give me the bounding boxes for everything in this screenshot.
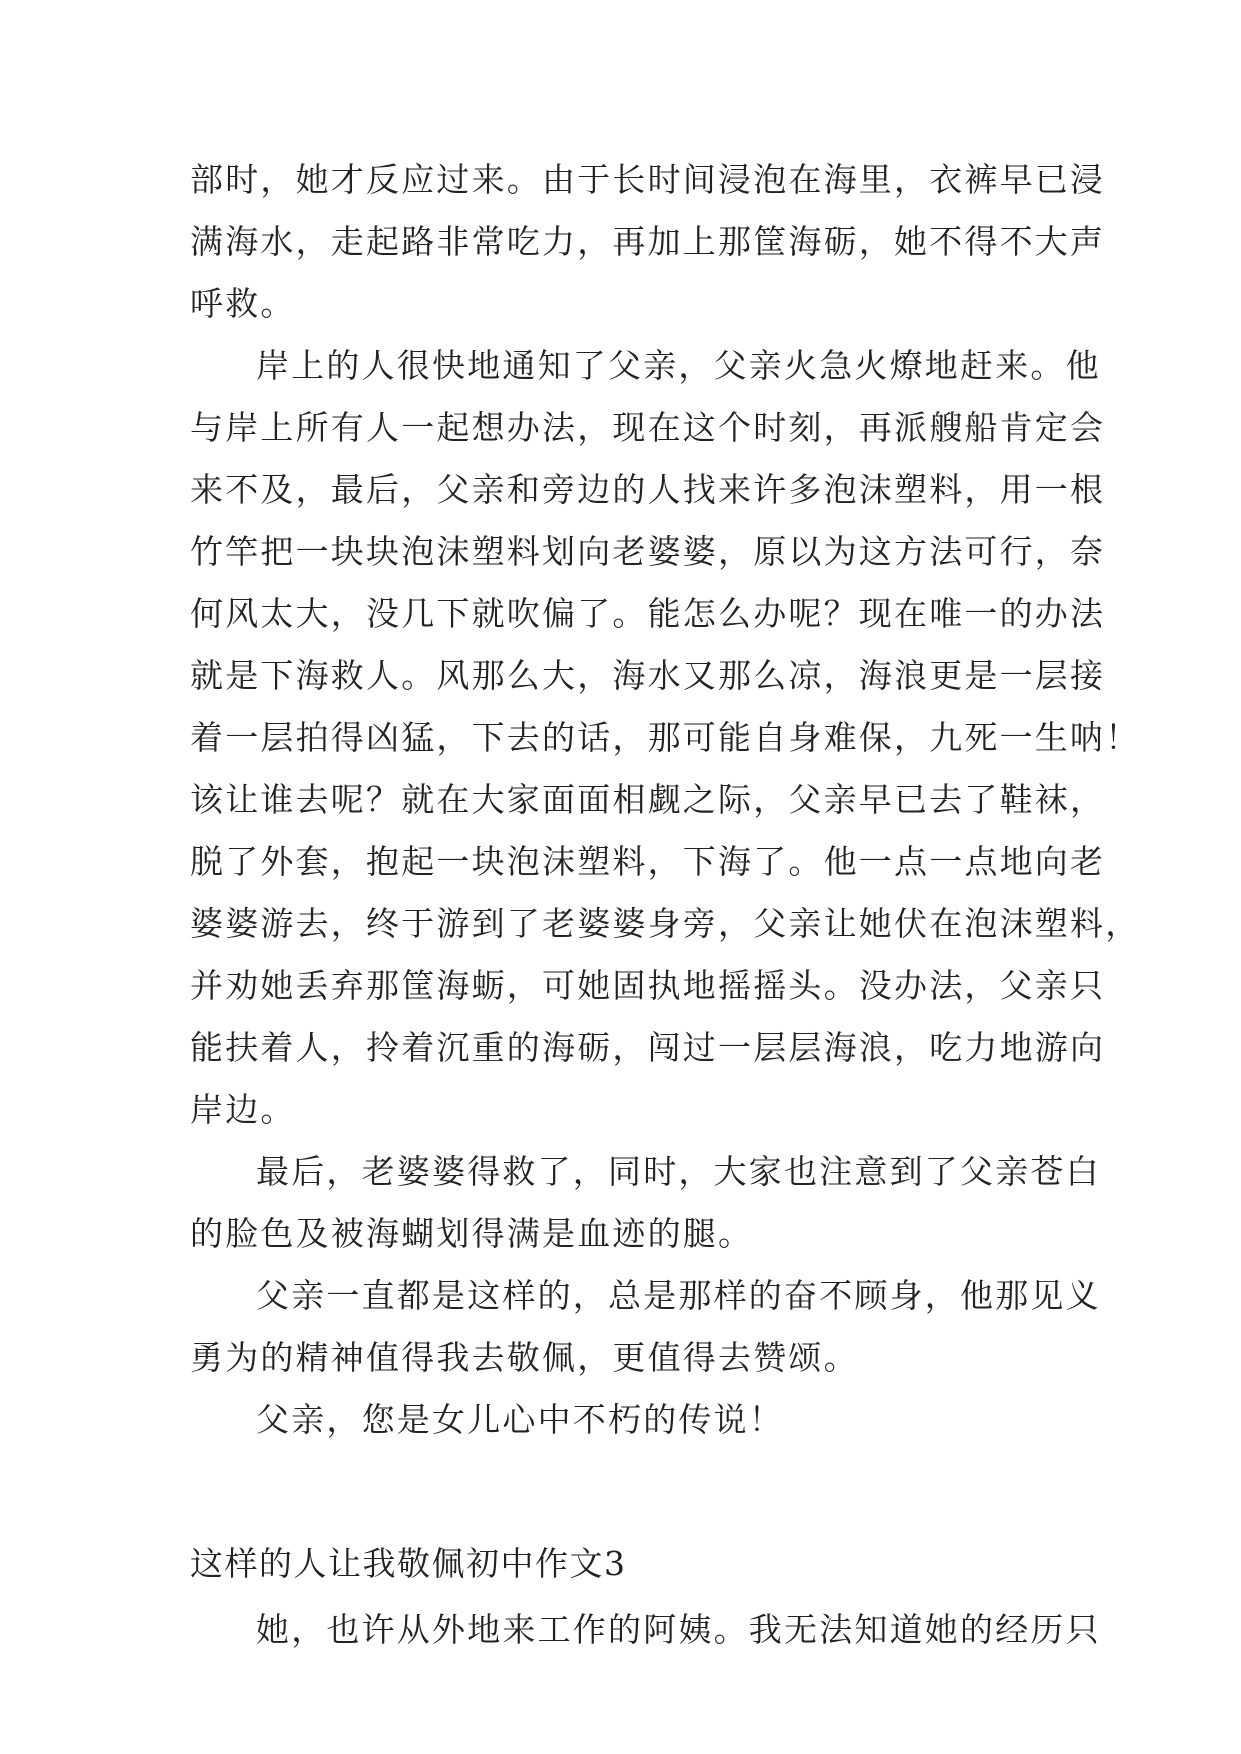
text-line: 勇为的精神值得我去敬佩，更值得去赞颂。: [190, 1338, 859, 1377]
paragraph-start-line: 父亲，您是女儿心中不朽的传说！: [256, 1400, 784, 1439]
paragraph-start-line: 最后，老婆婆得救了，同时，大家也注意到了父亲苍白: [256, 1152, 1101, 1191]
text-line: 婆婆游去，终于游到了老婆婆身旁，父亲让她伏在泡沫塑料，: [190, 904, 1141, 943]
text-line: 并劝她丢弃那筐海蛎，可她固执地摇摇头。没办法，父亲只: [190, 966, 1106, 1005]
text-line: 部时，她才反应过来。由于长时间浸泡在海里，衣裤早已浸: [190, 160, 1106, 199]
text-line: 满海水，走起路非常吃力，再加上那筐海砺，她不得不大声: [190, 222, 1106, 261]
section-heading: 这样的人让我敬佩初中作文3: [190, 1544, 627, 1583]
text-line: 来不及，最后，父亲和旁边的人找来许多泡沫塑料，用一根: [190, 470, 1106, 509]
text-line: 能扶着人，拎着沉重的海砺，闯过一层层海浪，吃力地游向: [190, 1028, 1106, 1067]
text-line: 何风太大，没几下就吹偏了。能怎么办呢？现在唯一的办法: [190, 594, 1106, 633]
text-line: 岸边。: [190, 1090, 296, 1129]
paragraph-start-line: 岸上的人很快地通知了父亲，父亲火急火燎地赶来。他: [256, 346, 1101, 385]
text-line: 就是下海救人。风那么大，海水又那么凉，海浪更是一层接: [190, 656, 1106, 695]
text-line: 的脸色及被海蝴划得满是血迹的腿。: [190, 1214, 754, 1253]
paragraph-start-line: 她，也许从外地来工作的阿姨。我无法知道她的经历只: [256, 1610, 1101, 1649]
text-line: 与岸上所有人一起想办法，现在这个时刻，再派艘船肯定会: [190, 408, 1106, 447]
paragraph-start-line: 父亲一直都是这样的，总是那样的奋不顾身，他那见义: [256, 1276, 1101, 1315]
text-line: 脱了外套，抱起一块泡沫塑料，下海了。他一点一点地向老: [190, 842, 1106, 881]
text-line: 该让谁去呢？就在大家面面相觑之际，父亲早已去了鞋袜，: [190, 780, 1106, 819]
text-line: 呼救。: [190, 284, 296, 323]
text-line: 竹竿把一块块泡沫塑料划向老婆婆，原以为这方法可行，奈: [190, 532, 1106, 571]
text-line: 着一层拍得凶猛，下去的话，那可能自身难保，九死一生呐！: [190, 718, 1141, 757]
